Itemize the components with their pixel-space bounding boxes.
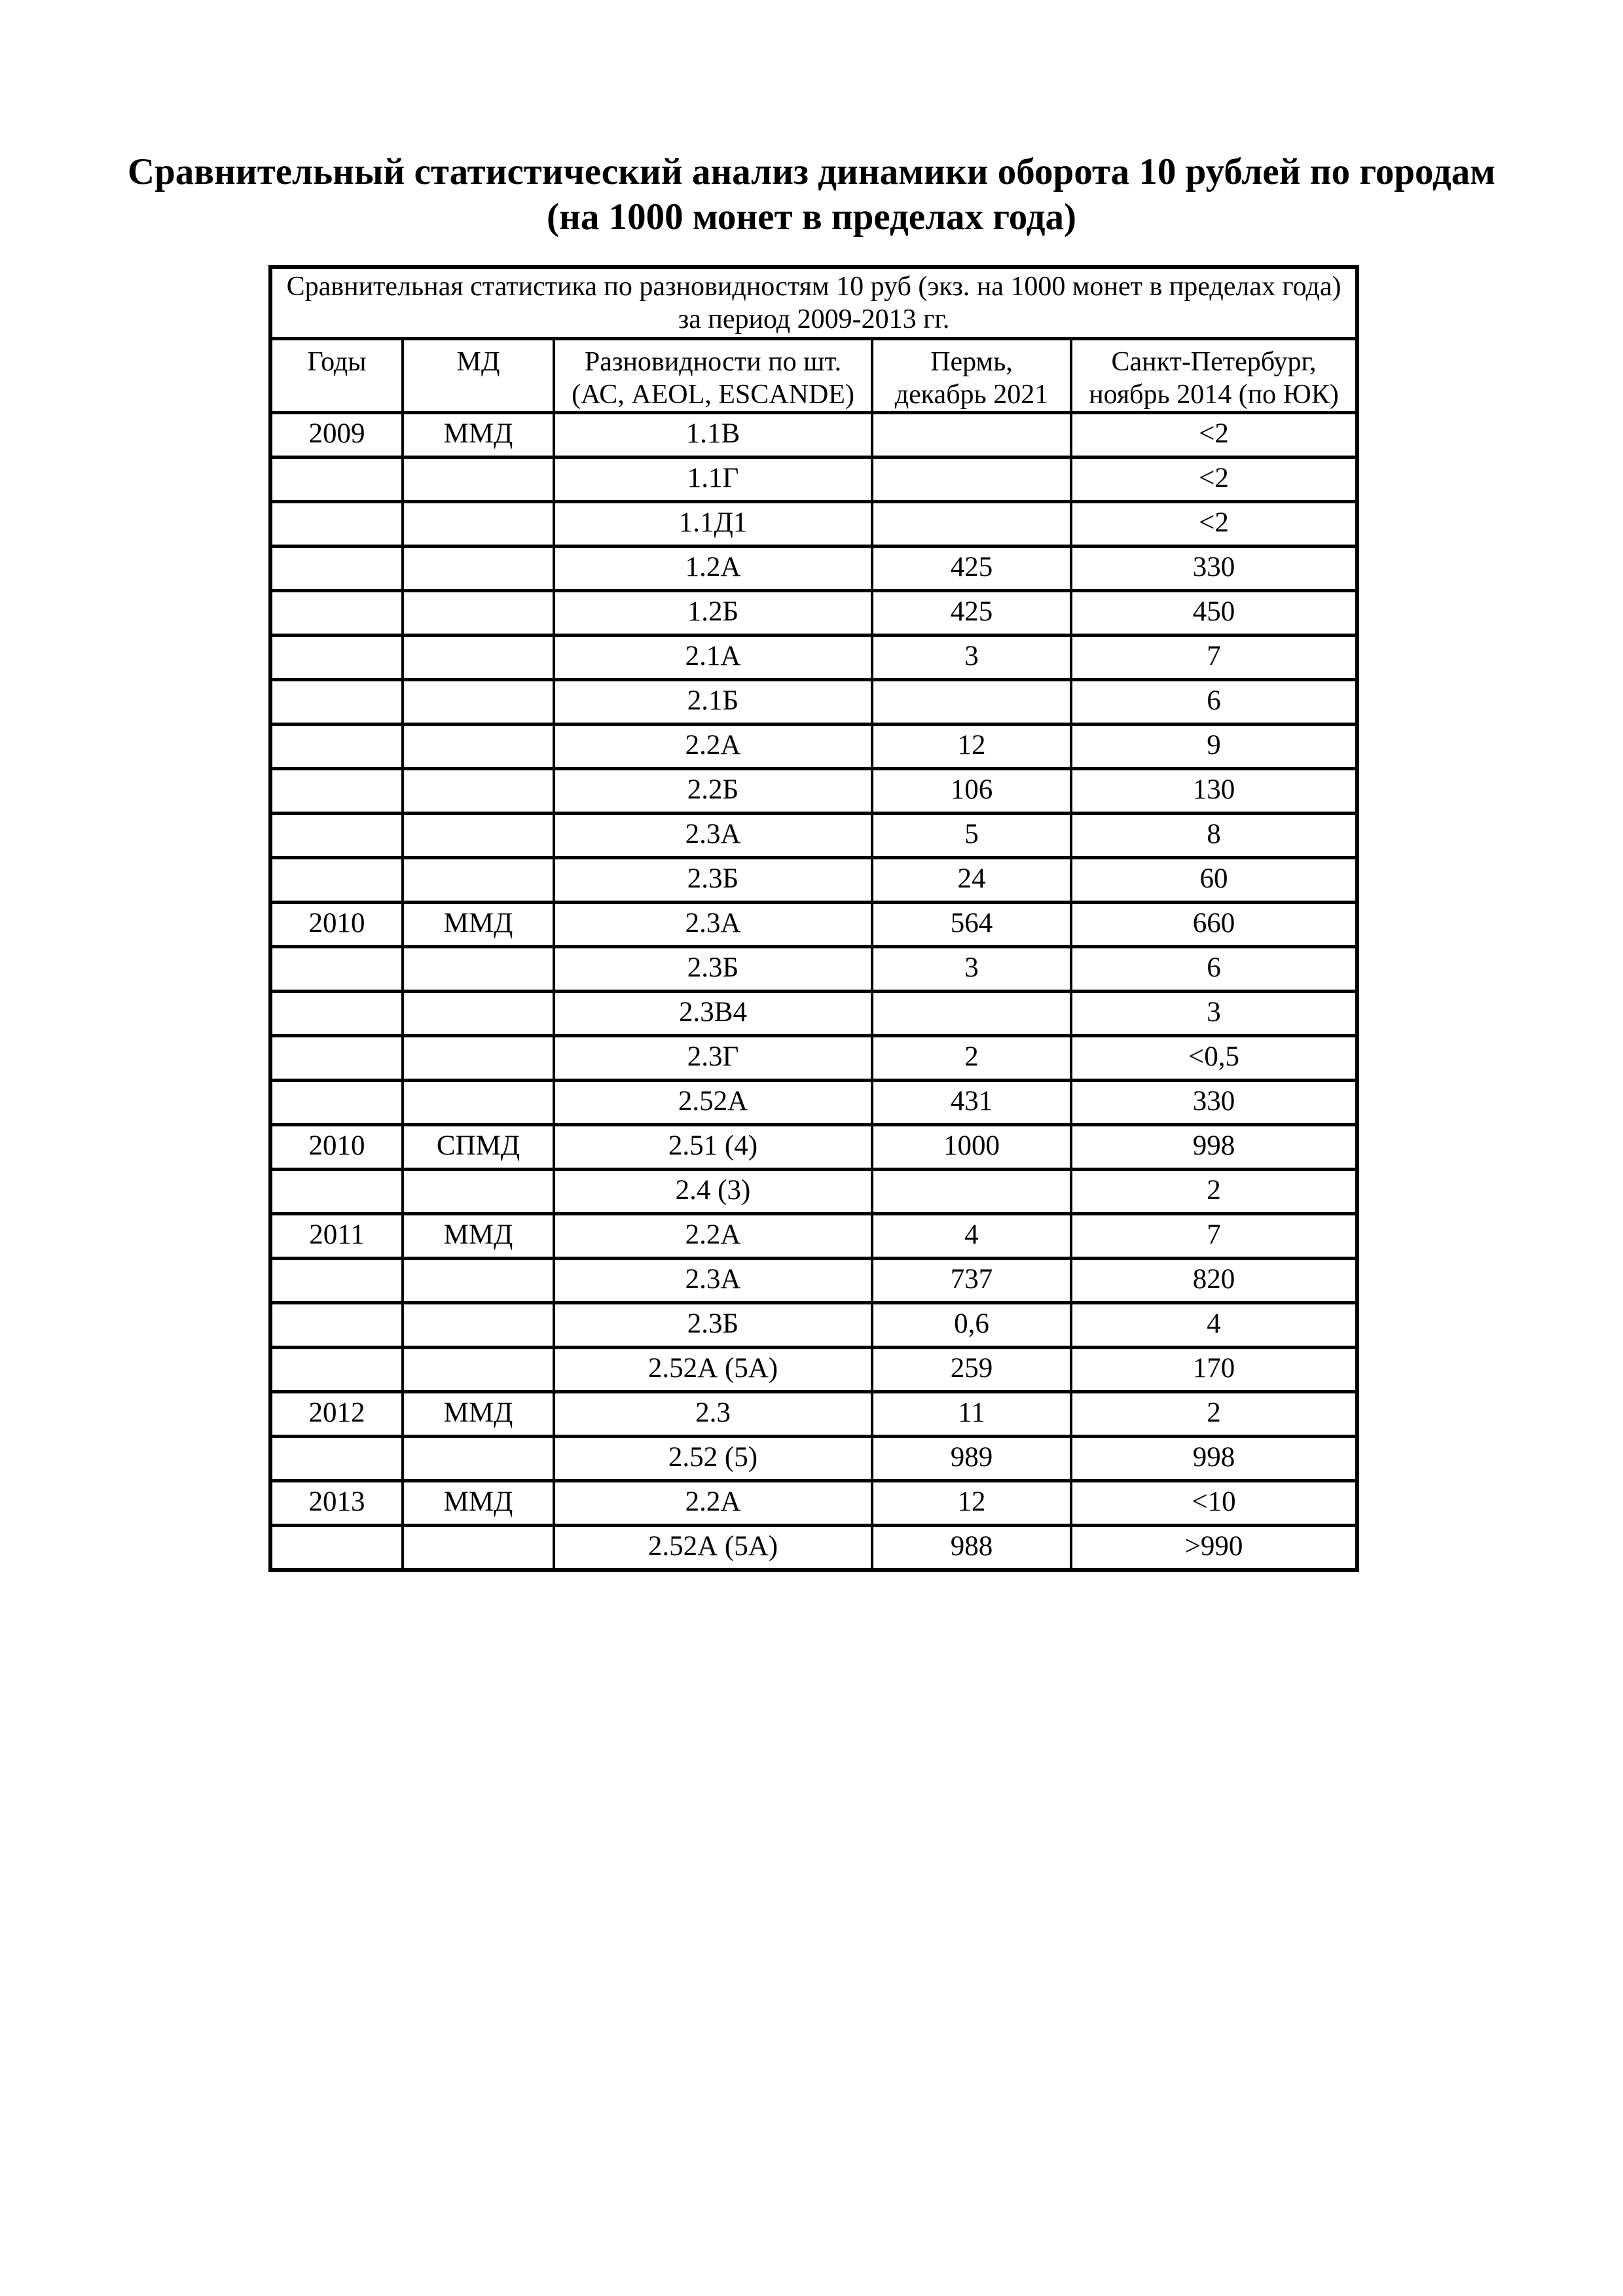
table-cell-perm: 12 bbox=[872, 1481, 1071, 1526]
table-cell-years bbox=[270, 1526, 403, 1570]
table-cell-mint bbox=[403, 992, 554, 1036]
table-row bbox=[270, 1348, 1357, 1392]
table-cell-mint bbox=[403, 814, 554, 858]
table-cell-years bbox=[270, 992, 403, 1036]
table-cell-varieties: 2.3А bbox=[554, 1259, 872, 1303]
table-cell-spb: <0,5 bbox=[1071, 1036, 1357, 1081]
table-cell-mint bbox=[403, 1303, 554, 1348]
table-cell-varieties: 2.1А bbox=[554, 636, 872, 680]
table-row bbox=[270, 413, 1357, 457]
table-caption-line-2: за период 2009-2013 гг. bbox=[678, 304, 950, 334]
table-cell-years bbox=[270, 725, 403, 769]
table-cell-years bbox=[270, 1170, 403, 1214]
column-header-mint bbox=[403, 339, 554, 413]
table-cell-years bbox=[270, 858, 403, 903]
table-cell-mint bbox=[403, 947, 554, 992]
table-cell-mint bbox=[403, 457, 554, 502]
table-cell-spb: 450 bbox=[1071, 591, 1357, 636]
table-cell-years bbox=[270, 680, 403, 725]
table-cell-varieties: 2.1Б bbox=[554, 680, 872, 725]
table-cell-years bbox=[270, 1303, 403, 1348]
table-row bbox=[270, 636, 1357, 680]
table-cell-years bbox=[270, 1437, 403, 1481]
table-cell-perm: 988 bbox=[872, 1526, 1071, 1570]
table-cell-mint bbox=[403, 1259, 554, 1303]
table-cell-spb: 2 bbox=[1071, 1392, 1357, 1437]
table-row bbox=[270, 1214, 1357, 1259]
table-cell-perm bbox=[872, 413, 1071, 457]
table-cell-spb: >990 bbox=[1071, 1526, 1357, 1570]
page-title-line-2: (на 1000 монет в пределах года) bbox=[547, 196, 1076, 238]
table-cell-spb: 820 bbox=[1071, 1259, 1357, 1303]
table-cell-mint bbox=[403, 591, 554, 636]
table-cell-years bbox=[270, 1259, 403, 1303]
table-cell-varieties: 2.2А bbox=[554, 1214, 872, 1259]
table-cell-perm: 11 bbox=[872, 1392, 1071, 1437]
table-cell-perm bbox=[872, 680, 1071, 725]
table-cell-varieties: 2.52 (5) bbox=[554, 1437, 872, 1481]
table-row bbox=[270, 1036, 1357, 1081]
table-row bbox=[270, 1437, 1357, 1481]
table-cell-varieties: 1.1В bbox=[554, 413, 872, 457]
table-row bbox=[270, 1170, 1357, 1214]
table-cell-varieties: 2.2А bbox=[554, 1481, 872, 1526]
table-cell-spb: 330 bbox=[1071, 547, 1357, 591]
column-header-varieties bbox=[554, 339, 872, 413]
table-cell-mint bbox=[403, 769, 554, 814]
column-header-perm bbox=[872, 339, 1071, 413]
table-cell-perm bbox=[872, 502, 1071, 547]
statistics-table bbox=[268, 265, 1359, 1572]
column-header-varieties-label: Разновидности по шт. bbox=[584, 347, 842, 377]
table-cell-years bbox=[270, 814, 403, 858]
table-cell-mint: ММД bbox=[403, 413, 554, 457]
table-cell-mint bbox=[403, 636, 554, 680]
table-cell-varieties: 1.2А bbox=[554, 547, 872, 591]
table-cell-mint bbox=[403, 1348, 554, 1392]
table-cell-mint: ММД bbox=[403, 1214, 554, 1259]
table-cell-spb: 998 bbox=[1071, 1437, 1357, 1481]
table-row bbox=[270, 903, 1357, 947]
table-caption bbox=[270, 267, 1357, 339]
table-cell-spb: 4 bbox=[1071, 1303, 1357, 1348]
column-header-perm-sublabel: декабрь 2021 bbox=[894, 380, 1049, 410]
table-cell-varieties: 2.51 (4) bbox=[554, 1125, 872, 1170]
table-cell-varieties: 2.2А bbox=[554, 725, 872, 769]
table-row bbox=[270, 680, 1357, 725]
table-header bbox=[270, 267, 1357, 413]
table-cell-spb: 998 bbox=[1071, 1125, 1357, 1170]
table-cell-perm: 3 bbox=[872, 947, 1071, 992]
table-cell-years bbox=[270, 1036, 403, 1081]
table-cell-spb: 6 bbox=[1071, 680, 1357, 725]
table-cell-years: 2013 bbox=[270, 1481, 403, 1526]
column-header-spb-label: Санкт-Петербург, bbox=[1111, 347, 1317, 377]
table-cell-spb: 2 bbox=[1071, 1170, 1357, 1214]
table-cell-mint bbox=[403, 547, 554, 591]
table-cell-varieties: 1.1Г bbox=[554, 457, 872, 502]
table-cell-mint: СПМД bbox=[403, 1125, 554, 1170]
table-body bbox=[270, 413, 1357, 1570]
table-cell-years bbox=[270, 636, 403, 680]
table-row bbox=[270, 992, 1357, 1036]
table-cell-mint: ММД bbox=[403, 1392, 554, 1437]
table-row bbox=[270, 1526, 1357, 1570]
table-cell-varieties: 2.3В4 bbox=[554, 992, 872, 1036]
table-row bbox=[270, 725, 1357, 769]
column-header-spb-sublabel: ноябрь 2014 (по ЮК) bbox=[1089, 380, 1339, 410]
table-caption-line-1: Сравнительная статистика по разновидностям 10 руб (экз. на 1000 монет в пределах года) bbox=[286, 272, 1341, 302]
table-cell-years bbox=[270, 1081, 403, 1125]
table-cell-perm: 259 bbox=[872, 1348, 1071, 1392]
table-cell-perm: 989 bbox=[872, 1437, 1071, 1481]
page-title bbox=[0, 149, 1623, 240]
table-cell-years bbox=[270, 1348, 403, 1392]
table-cell-mint bbox=[403, 1036, 554, 1081]
table-row bbox=[270, 814, 1357, 858]
table-cell-varieties: 2.3Б bbox=[554, 947, 872, 992]
table-row bbox=[270, 502, 1357, 547]
table-cell-perm: 431 bbox=[872, 1081, 1071, 1125]
table-row bbox=[270, 1303, 1357, 1348]
column-header-spb bbox=[1071, 339, 1357, 413]
table-cell-mint bbox=[403, 858, 554, 903]
table-cell-varieties: 2.52А bbox=[554, 1081, 872, 1125]
table-row bbox=[270, 769, 1357, 814]
table-row bbox=[270, 591, 1357, 636]
table-cell-years: 2012 bbox=[270, 1392, 403, 1437]
table-cell-perm bbox=[872, 457, 1071, 502]
table-cell-perm: 425 bbox=[872, 547, 1071, 591]
table-row bbox=[270, 858, 1357, 903]
table-row bbox=[270, 547, 1357, 591]
table-row bbox=[270, 1392, 1357, 1437]
table-cell-mint: ММД bbox=[403, 1481, 554, 1526]
table-cell-spb: 660 bbox=[1071, 903, 1357, 947]
table-cell-spb: <2 bbox=[1071, 457, 1357, 502]
table-cell-years bbox=[270, 502, 403, 547]
table-cell-years bbox=[270, 457, 403, 502]
column-header-mint-label: МД bbox=[456, 347, 500, 377]
table-cell-perm: 0,6 bbox=[872, 1303, 1071, 1348]
table-cell-years: 2010 bbox=[270, 903, 403, 947]
table-cell-spb: 170 bbox=[1071, 1348, 1357, 1392]
table-cell-mint: ММД bbox=[403, 903, 554, 947]
table-cell-spb: 7 bbox=[1071, 1214, 1357, 1259]
table-cell-perm: 2 bbox=[872, 1036, 1071, 1081]
table-cell-varieties: 2.3Б bbox=[554, 858, 872, 903]
table-row bbox=[270, 457, 1357, 502]
table-row bbox=[270, 1481, 1357, 1526]
table-cell-perm: 1000 bbox=[872, 1125, 1071, 1170]
table-cell-perm bbox=[872, 992, 1071, 1036]
table-column-headers bbox=[270, 339, 1357, 413]
table-cell-varieties: 2.4 (3) bbox=[554, 1170, 872, 1214]
table-cell-perm: 106 bbox=[872, 769, 1071, 814]
table-cell-perm: 425 bbox=[872, 591, 1071, 636]
table-row bbox=[270, 1259, 1357, 1303]
table-cell-spb: 9 bbox=[1071, 725, 1357, 769]
table-row bbox=[270, 1125, 1357, 1170]
table-cell-years: 2011 bbox=[270, 1214, 403, 1259]
table-cell-mint bbox=[403, 1170, 554, 1214]
table-cell-varieties: 1.1Д1 bbox=[554, 502, 872, 547]
table-cell-mint bbox=[403, 1437, 554, 1481]
table-cell-spb: 130 bbox=[1071, 769, 1357, 814]
table-cell-spb: 60 bbox=[1071, 858, 1357, 903]
table-cell-mint bbox=[403, 502, 554, 547]
column-header-years bbox=[270, 339, 403, 413]
table-cell-varieties: 1.2Б bbox=[554, 591, 872, 636]
table-row bbox=[270, 947, 1357, 992]
table-cell-mint bbox=[403, 680, 554, 725]
table-row bbox=[270, 1081, 1357, 1125]
table-cell-perm: 24 bbox=[872, 858, 1071, 903]
table-cell-mint bbox=[403, 725, 554, 769]
table-cell-varieties: 2.52А (5А) bbox=[554, 1348, 872, 1392]
table-cell-varieties: 2.3Г bbox=[554, 1036, 872, 1081]
table-cell-spb: 330 bbox=[1071, 1081, 1357, 1125]
page-title-line-1: Сравнительный статистический анализ динамики оборота 10 рублей по городам bbox=[127, 151, 1496, 192]
table-cell-years bbox=[270, 947, 403, 992]
table-cell-spb: 7 bbox=[1071, 636, 1357, 680]
table-cell-varieties: 2.3А bbox=[554, 903, 872, 947]
table-cell-spb: <2 bbox=[1071, 502, 1357, 547]
table-cell-perm: 564 bbox=[872, 903, 1071, 947]
table-cell-perm: 12 bbox=[872, 725, 1071, 769]
table-cell-spb: <2 bbox=[1071, 413, 1357, 457]
table-cell-varieties: 2.2Б bbox=[554, 769, 872, 814]
table-cell-mint bbox=[403, 1081, 554, 1125]
table-cell-varieties: 2.52А (5А) bbox=[554, 1526, 872, 1570]
table-cell-spb: <10 bbox=[1071, 1481, 1357, 1526]
table-cell-mint bbox=[403, 1526, 554, 1570]
table-cell-spb: 8 bbox=[1071, 814, 1357, 858]
table-cell-years: 2010 bbox=[270, 1125, 403, 1170]
table-cell-perm: 5 bbox=[872, 814, 1071, 858]
table-cell-varieties: 2.3 bbox=[554, 1392, 872, 1437]
table-cell-spb: 6 bbox=[1071, 947, 1357, 992]
table-cell-years bbox=[270, 591, 403, 636]
table-cell-perm: 737 bbox=[872, 1259, 1071, 1303]
table-cell-years: 2009 bbox=[270, 413, 403, 457]
table-cell-years bbox=[270, 769, 403, 814]
column-header-varieties-sublabel: (АС, AEOL, ESCANDE) bbox=[572, 380, 854, 410]
table-cell-spb: 3 bbox=[1071, 992, 1357, 1036]
column-header-perm-label: Пермь, bbox=[930, 347, 1013, 377]
table-cell-perm: 4 bbox=[872, 1214, 1071, 1259]
table-cell-years bbox=[270, 547, 403, 591]
table-cell-varieties: 2.3А bbox=[554, 814, 872, 858]
table-caption-row bbox=[270, 267, 1357, 339]
table-cell-varieties: 2.3Б bbox=[554, 1303, 872, 1348]
table-cell-perm: 3 bbox=[872, 636, 1071, 680]
table-cell-perm bbox=[872, 1170, 1071, 1214]
column-header-years-label: Годы bbox=[307, 347, 367, 377]
